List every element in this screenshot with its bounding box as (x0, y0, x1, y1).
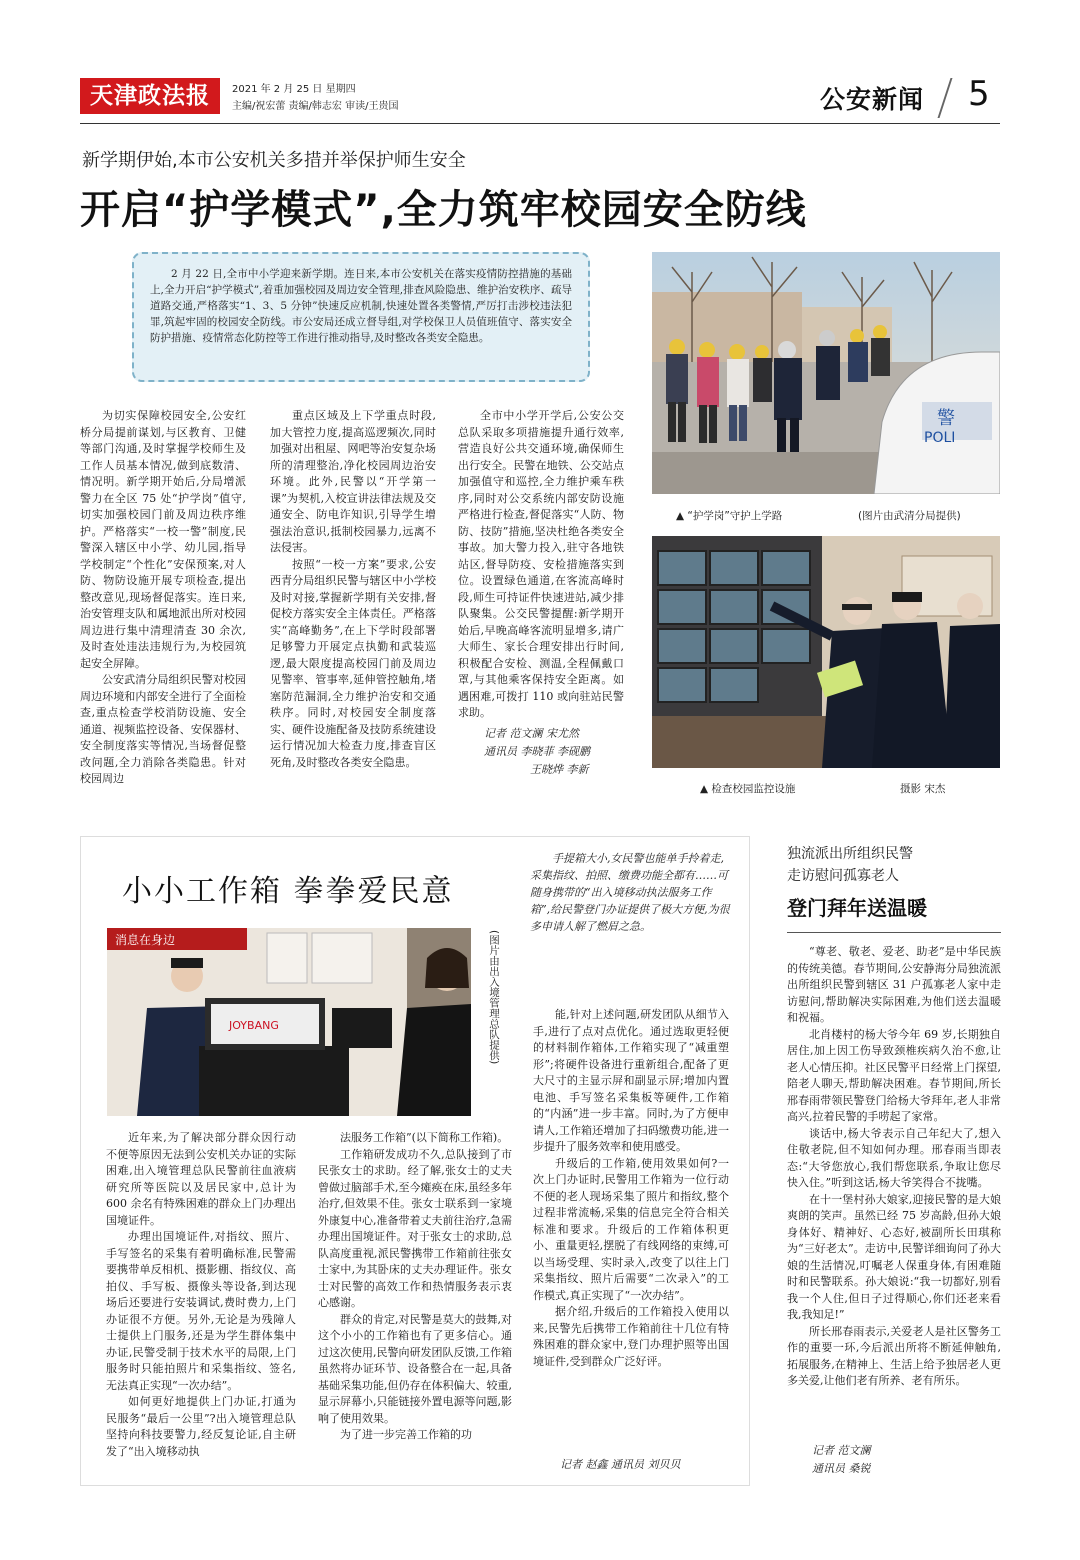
right-article-body (787, 944, 1001, 1390)
photo1-car-text: 警 (937, 408, 955, 429)
right-kicker-line-2: 走访慰问孤寡老人 (787, 868, 899, 884)
section-title: 公安新闻 (820, 85, 925, 114)
paragraph: 所长邢春雨表示,关爱老人是社区警务工作的重要一环,今后派出所将不断延伸触角,拓展服务,在精神上、生活上给予独居老人更多关爱,让他们老有所养、老有所乐。 (787, 1324, 1001, 1387)
photo-sign-text: 消息在身边 (115, 933, 176, 947)
paragraph: 在十一堡村孙大娘家,迎接民警的是大娘爽朗的笑声。虽然已经 75 岁高龄,但孙大娘身体好、精神好、心态好,被副所长田琪称为“三好老太”。走访中,民警详细询问了孙大娘的生活情况,叮嘱老人保重身体,有困难随时和民警联系。孙大娘说:“我一切都好,别看我一个人住,但日子过得顺心,你们还老来看我,我知足!” (787, 1192, 1001, 1321)
main-column-3 (458, 408, 624, 722)
work-box-lead: 手提箱大小,女民警也能单手拎着走,采集指纹、拍照、缴费功能全都有……可随身携带的“出入境移动执法服务工作箱”,给民警登门办证提供了极大方便,为很多申请人解了燃眉之急。 (530, 852, 730, 933)
paragraph: 公安武清分局组织民警对校园周边环境和内部安全进行了全面检查,重点检查学校消防设施、安全通道、视频监控设备、安保器材、安全制度落实等情况,当场督促整改问题,全力消除各类隐患。针对校园周边 (80, 673, 246, 785)
photo-work-box (107, 928, 471, 1116)
paragraph: 能,针对上述问题,研发团队从细节入手,进行了点对点优化。通过选取更轻便的材料制作箱体,工作箱实现了“减重塑形”;将硬件设备进行重新组合,配备了更大尺寸的主显示屏和副显示屏;增加内置电池、手写签名采集板等硬件,工作箱的“内涵”进一步丰富。同时,为了方便申请人,工作箱还增加了扫码缴费功能,进一步提升了服务效率和使用感受。 (533, 1008, 729, 1153)
paragraph: 工作箱研发成功不久,总队接到了市民张女士的求助。经了解,张女士的丈夫曾做过脑部手术,至今瘫痪在床,虽经多年治疗,但效果不佳。张女士联系到一家境外康复中心,准备带着丈夫前往治疗,急需办理出国境证件。对于张女士的求助,总队高度重视,派民警携带工作箱前往张女士家中,为其卧床的丈夫办理证件。张女士对民警的高效工作和热情服务表示衷心感谢。 (318, 1147, 512, 1309)
paragraph: 按照“一校一方案”要求,公安西青分局组织民警与辖区中小学校及时对接,掌握新学期有关安排,督促校方落实安全主体责任。严格落实“高峰勤务”,在上下学时段部署足够警力开展定点执勤和武装巡逻,最大限度提高校园门前及周边见警率、管事率,延伸管控触角,堵塞防范漏洞,全力维护治安和交通秩序。同时,对校园安全制度落实、硬件设施配备及技防系统建设运行情况加大检查力度,排查盲区死角,及时整改各类安全隐患。 (270, 557, 436, 769)
box-column-1 (106, 1130, 296, 1460)
paragraph: 重点区域及上下学重点时段,加大管控力度,提高巡逻频次,同时加强对出租屋、网吧等治安复杂场所的清理整治,净化校园周边治安环境。此外,民警以“开学第一课”为契机,入校宣讲法律法规及交通安全、防电诈知识,引导学生增强法治意识,抵制校园暴力,远离不法侵害。 (270, 409, 436, 554)
main-column-2 (270, 408, 436, 771)
article-subhead: 新学期伊始,本市公安机关多措并举保护师生安全 (82, 150, 466, 171)
paragraph: 法服务工作箱”(以下简称工作箱)。 (340, 1131, 509, 1144)
main-column-1 (80, 408, 246, 788)
editors-line: 主编/祝宏蕾 责编/韩志宏 审读/王贵国 (232, 101, 399, 112)
photo-school-guard (652, 252, 1000, 494)
paragraph: 升级后的工作箱,使用效果如何?一次上门办证时,民警用工作箱为一位行动不便的老人现场采集了照片和指纹,整个过程非常流畅,采集的信息完全符合相关标准和要求。升级后的工作箱体积更小、重量更轻,摆脱了有线网络的束缚,可以当场受理、实时录入,改变了以往上门采集指纹、照片后需要“二次录入”的工作模式,真正实现了“一次办结”。 (533, 1156, 729, 1302)
section-divider (938, 78, 953, 118)
photo2-caption: ▲ 检查校园监控设施 (700, 783, 796, 795)
paragraph: 谈话中,杨大爷表示自己年纪大了,想入住敬老院,但不知如何办理。邢春雨当即表态:“大爷您放心,我们帮您联系,争取让您尽快入住。”听到这话,杨大爷笑得合不拢嘴。 (787, 1126, 1001, 1189)
photo2-credit: 摄影 宋杰 (900, 783, 946, 795)
work-box-photo-credit: (图片由出入境管理总队提供) (488, 930, 500, 1065)
paragraph: “尊老、敬老、爱老、助老”是中华民族的传统美德。春节期间,公安静海分局独流派出所组织民警到辖区 31 户孤寡老人家中走访慰问,帮助解决实际困难,为他们送去温暖和祝福。 (787, 945, 1001, 1024)
main-byline-1: 记者 范文澜 宋尤然 (484, 727, 579, 740)
right-kicker-line-1: 独流派出所组织民警 (787, 846, 913, 862)
lead-box (132, 252, 590, 382)
main-byline-2: 通讯员 李晓菲 李砚鹏 (484, 745, 590, 758)
photo-monitoring-room (652, 536, 1000, 768)
issue-date: 2021 年 2 月 25 日 星期四 (232, 84, 356, 95)
article-headline: 开启“护学模式”,全力筑牢校园安全防线 (80, 187, 807, 233)
paragraph: 全市中小学开学后,公安公交总队采取多项措施提升通行效率,营造良好公共交通环境,确保师生出行安全。民警在地铁、公交站点加强值守和巡控,全力维护乘车秩序,同时对公交系统内部安防设施严格进行检查,督促落实“人防、物防、技防”措施,坚决杜绝各类安全事故。加大警力投入,驻守各地铁站区,督导防疫、安检措施落实到位。设置绿色通道,在客流高峰时段,师生可持证件快速进站,减少排队聚集。公交民警提醒:新学期开始后,早晚高峰客流明显增多,请广大师生、家长合理安排出行时间,积极配合安检、测温,全程佩戴口罩,与其他乘客保持安全距离。如遇困难,可拨打 110 或向驻站民警求助。 (458, 409, 624, 719)
paragraph: 北肖楼村的杨大爷今年 69 岁,长期独自居住,加上因工伤导致颈椎疾病久治不愈,让老人心情压抑。社区民警平日经常上门探望,陪老人聊天,帮助解决困难。春节期间,所长邢春雨带领民警登门给杨大爷拜年,老人非常高兴,拉着民警的手唠起了家常。 (787, 1027, 1001, 1123)
page-number: 5 (968, 74, 990, 114)
right-article-kicker (787, 843, 913, 887)
masthead-rule (80, 123, 1000, 124)
paragraph: 为了进一步完善工作箱的功 (340, 1428, 472, 1441)
lead-text: 2 月 22 日,全市中小学迎来新学期。连日来,本市公安机关在落实疫情防控措施的基础上,全力开启“护学模式”,着重加强校园及周边安全管理,排查风险隐患、维护治安秩序、疏导道路交通,严格落实“1、3、5 分钟”快速反应机制,快速处置各类警情,严厉打击涉校违法犯罪,筑起牢固的校园安全防线。市公安局还成立督导组,对学校保卫人员值班值守、落实安全防护措施、疫情常态化防控等工作进行推动指导,及时整改各类安全隐患。 (150, 268, 572, 344)
paragraph: 如何更好地提供上门办证,打通为民服务“最后一公里”?出入境管理总队坚持向科技要警力,经反复论证,自主研发了“出入境移动执 (106, 1395, 296, 1458)
newspaper-logo: 天津政法报 (80, 78, 220, 114)
right-byline-1: 记者 范文澜 (812, 1444, 871, 1457)
right-article-headline: 登门拜年送温暖 (787, 896, 927, 920)
photo-brand-text: JOYBANG (229, 1019, 279, 1032)
paragraph: 群众的肯定,对民警是莫大的鼓舞,对这个小小的工作箱也有了更多信心。通过这次使用,民警向研发团队反馈,工作箱虽然将办证环节、设备整合在一起,具备基础采集功能,但仍存在体积偏大、较重,显示屏幕小,只能链接外置电源等问题,影响了使用效果。 (318, 1312, 512, 1425)
paragraph: 为切实保障校园安全,公安红桥分局提前谋划,与区教育、卫健等部门沟通,及时掌握学校师生及工作人员基本情况,做到底数清、情况明。新学期开始后,分局增派警力在全区 75 处“护学岗”值守,切实加强校园门前及周边秩序维护。严格落实“一校一警”制度,民警深入辖区中小学、幼儿园,指导学校制定“个性化”安保预案,对人防、物防设施开展专项检查,提出整改意见,现场督促落实。连日来,治安管理支队和属地派出所对校园周边进行集中清理清查 30 余次,及时查处违法违规行为,为校园筑起安全屏障。 (80, 409, 246, 670)
photo1-caption: ▲ “护学岗”守护上学路 (676, 510, 783, 522)
right-byline-2: 通讯员 桑锐 (812, 1462, 871, 1475)
paragraph: 近年来,为了解决部分群众因行动不便等原因无法到公安机关办证的实际困难,出入境管理总队民警前往血液病研究所等医院以及居民家中,总计为 600 余名有特殊困难的群众上门办理出国境证件。 (106, 1131, 296, 1227)
photo1-car-text-2: POLI (924, 430, 956, 446)
paragraph: 据介绍,升级后的工作箱投入使用以来,民警先后携带工作箱前往十几位有特殊困难的群众家中,登门办理护照等出国境证件,受到群众广泛好评。 (533, 1305, 729, 1368)
box-column-3 (533, 1007, 729, 1370)
box-byline: 记者 赵鑫 通讯员 刘贝贝 (560, 1458, 681, 1471)
right-headline-rule (787, 932, 1001, 933)
paragraph: 办理出国境证件,对指纹、照片、手写签名的采集有着明确标准,民警需要携带单反相机、摄影棚、指纹仪、高拍仪、手写板、摄像头等设备,到达现场后还要进行安装调试,费时费力,上门办证很不方便。另外,无论是为残障人士提供上门服务,还是为学生群体集中办证,民警受制于技术水平的局限,上门服务时只能拍照片和采集指纹、签名,无法真正实现“一次办结”。 (106, 1230, 296, 1392)
photo1-credit: (图片由武清分局提供) (858, 510, 961, 522)
main-byline-3: 王晓烨 李新 (530, 763, 589, 776)
work-box-title: 小小工作箱 拳拳爱民意 (122, 874, 454, 909)
box-column-2 (318, 1130, 512, 1444)
